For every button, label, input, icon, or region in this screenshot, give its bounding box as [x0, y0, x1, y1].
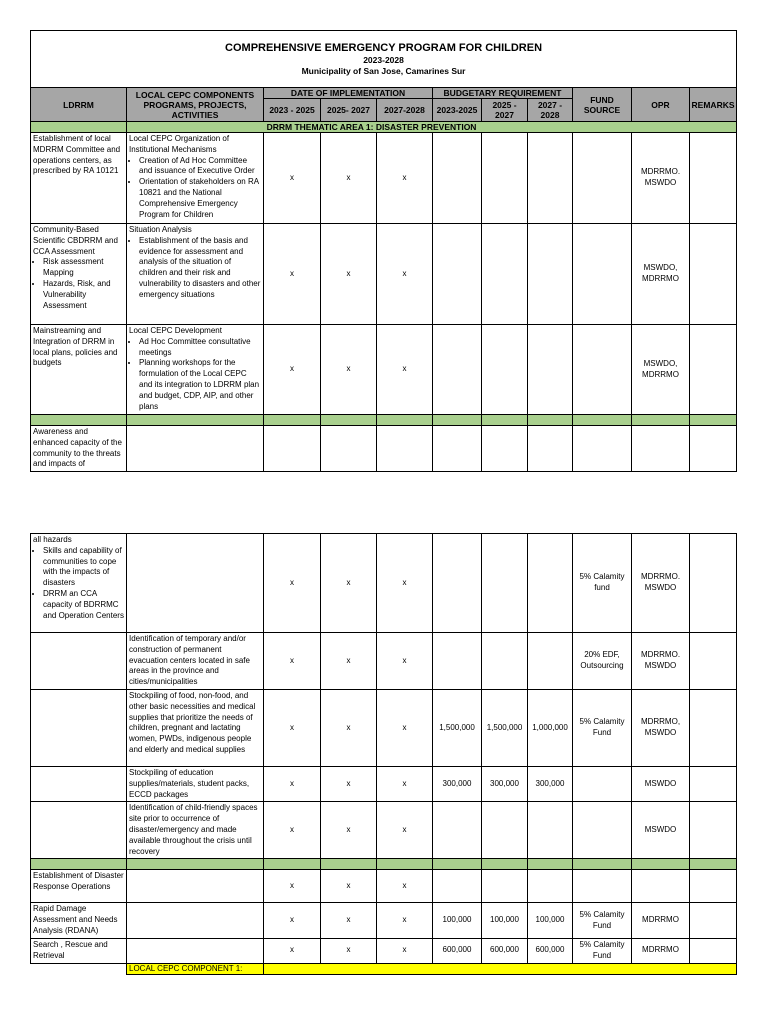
budget-cell: 1,500,000 [482, 689, 528, 766]
date-cell: x [321, 224, 377, 325]
budget-cell: 600,000 [528, 938, 573, 963]
ldrrm-cell: Establishment of Disaster Response Operations [31, 870, 127, 903]
date-cell: x [264, 903, 321, 938]
date-cell: x [264, 133, 321, 224]
header-budget-2025-2027: 2025 - 2027 [482, 99, 528, 122]
opr-cell [632, 870, 690, 903]
date-cell: x [264, 325, 321, 415]
date-cell: x [377, 766, 433, 801]
header-date-of-implementation: DATE OF IMPLEMENTATION [264, 88, 433, 99]
header-date-2027-2028: 2027-2028 [377, 99, 433, 122]
date-cell: x [377, 938, 433, 963]
date-cell: x [264, 938, 321, 963]
date-cell: x [264, 870, 321, 903]
fund-cell [573, 224, 632, 325]
budget-cell: 300,000 [482, 766, 528, 801]
budget-cell [528, 133, 573, 224]
budget-cell [433, 133, 482, 224]
opr-cell: MSWDO [632, 802, 690, 859]
fund-cell [573, 870, 632, 903]
date-cell: x [264, 224, 321, 325]
table-row [31, 325, 737, 415]
remarks-cell [690, 903, 737, 938]
component-cell: Stockpiling of food, non-food, and other basic necessities and medical supplies that prioritize the needs of children, pregnant and lactating women, PWDs, indigenous people and elderly and medical supplies [127, 689, 264, 766]
date-cell: x [264, 534, 321, 633]
budget-cell [433, 325, 482, 415]
table-row [31, 426, 737, 472]
opr-cell: MDRRMO. MSWDO [632, 534, 690, 633]
remarks-cell [690, 689, 737, 766]
ldrrm-cell [31, 534, 127, 633]
remarks-cell [690, 766, 737, 801]
date-cell: x [321, 802, 377, 859]
budget-cell [482, 633, 528, 690]
fund-cell: 20% EDF, Outsourcing [573, 633, 632, 690]
list-item: • Hazards, Risk, and Vulnerability Assessment [43, 279, 124, 311]
title-block [31, 31, 737, 88]
fund-cell [573, 766, 632, 801]
table-row [31, 534, 737, 633]
component-cell [127, 325, 264, 415]
budget-cell [482, 133, 528, 224]
list-item: • DRRM an CCA capacity of BDRRMC and Operation Centers [43, 589, 124, 621]
document-municipality: Municipality of San Jose, Camarines Sur [301, 66, 466, 76]
cepc-table-page-1 [30, 30, 737, 472]
date-cell: x [377, 325, 433, 415]
table-row [31, 903, 737, 938]
date-cell: x [377, 534, 433, 633]
table-row [31, 963, 737, 974]
component-cell [127, 133, 264, 224]
document-years: 2023-2028 [363, 55, 404, 65]
budget-cell [433, 870, 482, 903]
budget-cell: 1,000,000 [528, 689, 573, 766]
remarks-cell [690, 133, 737, 224]
budget-cell [528, 802, 573, 859]
list-item: • Orientation of stakeholders on RA 10821 and the National Comprehensive Emergency Program for Children [139, 177, 261, 220]
remarks-cell [690, 938, 737, 963]
date-cell: x [377, 903, 433, 938]
fund-cell: 5% Calamity Fund [573, 689, 632, 766]
budget-cell [528, 325, 573, 415]
ldrrm-cell [31, 224, 127, 325]
date-cell: x [321, 325, 377, 415]
list-item: • Ad Hoc Committee consultative meetings [139, 337, 261, 359]
list-item: • Establishment of the basis and evidence for assessment and analysis of the situation of children and their risk and vulnerability to disasters and other emergency situations [139, 236, 261, 301]
ldrrm-title: Community-Based Scientific CBDRRM and CCA Assessment [33, 225, 118, 256]
opr-cell: MSWDO [632, 766, 690, 801]
header-date-2023-2025: 2023 - 2025 [264, 99, 321, 122]
budget-cell [433, 633, 482, 690]
date-cell: x [377, 802, 433, 859]
opr-cell: MSWDO, MDRRMO [632, 325, 690, 415]
component-label-fill [264, 963, 737, 974]
date-cell: x [321, 766, 377, 801]
table-row [31, 633, 737, 690]
header-date-2025-2027: 2025- 2027 [321, 99, 377, 122]
header-components: LOCAL CEPC COMPONENTS PROGRAMS, PROJECTS, ACTIVITIES [127, 88, 264, 122]
table-row [31, 133, 737, 224]
component-title: Local CEPC Development [129, 326, 222, 335]
component-cell: Identification of temporary and/or construction of permanent evacuation centers located in safe areas in the province and cities/municipalities [127, 633, 264, 690]
list-item: • Planning workshops for the formulation of the Local CEPC and its integration to LDRRM plan and budget, CDP, AIP, and other plans [139, 358, 261, 412]
budget-cell [433, 224, 482, 325]
date-cell: x [264, 633, 321, 690]
component-cell: Identification of child-friendly spaces site prior to occurrence of disaster/emergency and made available throughout the crisis until recovery [127, 802, 264, 859]
budget-cell: 100,000 [433, 903, 482, 938]
date-cell: x [321, 534, 377, 633]
date-cell: x [321, 938, 377, 963]
fund-cell [573, 325, 632, 415]
component-title: Situation Analysis [129, 225, 192, 234]
remarks-cell [690, 534, 737, 633]
date-cell: x [321, 870, 377, 903]
ldrrm-cell: Rapid Damage Assessment and Needs Analysis (RDANA) [31, 903, 127, 938]
thematic-area-text: DRRM THEMATIC AREA 1: DISASTER PREVENTION [266, 122, 477, 132]
date-cell: x [264, 766, 321, 801]
list-item: • Skills and capability of communities to cope with the impacts of disasters [43, 546, 124, 589]
thematic-area-label [127, 122, 737, 133]
table-row [31, 224, 737, 325]
date-cell: x [377, 224, 433, 325]
remarks-cell [690, 325, 737, 415]
date-cell: x [264, 802, 321, 859]
list-item: • Risk assessment Mapping [43, 257, 124, 279]
component-cell: Stockpiling of education supplies/materials, student packs, ECCD packages [127, 766, 264, 801]
fund-cell: 5% Calamity Fund [573, 938, 632, 963]
component-cell [127, 534, 264, 633]
fund-cell [573, 133, 632, 224]
budget-cell: 600,000 [433, 938, 482, 963]
date-cell: x [321, 133, 377, 224]
remarks-cell [690, 802, 737, 859]
budget-cell: 300,000 [433, 766, 482, 801]
opr-cell: MSWDO, MDRRMO [632, 224, 690, 325]
ldrrm-cell: Awareness and enhanced capacity of the community to the threats and impacts of [31, 426, 127, 472]
ldrrm-cell: Establishment of local MDRRM Committee and operations centers, as prescribed by RA 10121 [31, 133, 127, 224]
header-ldrrm: LDRRM [31, 88, 127, 122]
budget-cell [482, 802, 528, 859]
list-item: • Creation of Ad Hoc Committee and issuance of Executive Order [139, 156, 261, 178]
fund-cell [573, 802, 632, 859]
budget-cell [528, 870, 573, 903]
section-separator [31, 859, 737, 870]
header-budgetary-requirement: BUDGETARY REQUIREMENT [433, 88, 573, 99]
date-cell: x [264, 689, 321, 766]
table-row [31, 938, 737, 963]
document-title: COMPREHENSIVE EMERGENCY PROGRAM FOR CHILDREN [225, 42, 543, 54]
ldrrm-cell: Mainstreaming and Integration of DRRM in local plans, policies and budgets [31, 325, 127, 415]
date-cell: x [377, 133, 433, 224]
opr-cell: MDRRMO. MSWDO [632, 133, 690, 224]
budget-cell: 100,000 [482, 903, 528, 938]
component-title: Local CEPC Organization of Institutional Mechanisms [129, 134, 230, 154]
header-remarks: REMARKS [690, 88, 737, 122]
header-opr: OPR [632, 88, 690, 122]
budget-cell: 1,500,000 [433, 689, 482, 766]
section-separator [31, 415, 737, 426]
remarks-cell [690, 870, 737, 903]
budget-cell: 300,000 [528, 766, 573, 801]
remarks-cell [690, 633, 737, 690]
budget-cell [482, 870, 528, 903]
component-label: LOCAL CEPC COMPONENT 1: [127, 963, 264, 974]
cepc-table-page-2 [30, 533, 737, 975]
fund-cell: 5% Calamity fund [573, 534, 632, 633]
date-cell: x [377, 689, 433, 766]
budget-cell [528, 633, 573, 690]
date-cell: x [377, 633, 433, 690]
date-cell: x [321, 633, 377, 690]
date-cell: x [321, 903, 377, 938]
remarks-cell [690, 224, 737, 325]
table-row [31, 766, 737, 801]
component-cell [127, 224, 264, 325]
ldrrm-cell: Search , Rescue and Retrieval [31, 938, 127, 963]
table-row [31, 689, 737, 766]
budget-cell: 100,000 [528, 903, 573, 938]
budget-cell: 600,000 [482, 938, 528, 963]
header-budget-2023-2025: 2023-2025 [433, 99, 482, 122]
date-cell: x [321, 689, 377, 766]
budget-cell [482, 325, 528, 415]
budget-cell [482, 224, 528, 325]
budget-cell [528, 224, 573, 325]
table-row [31, 802, 737, 859]
opr-cell: MDRRMO. MSWDO [632, 633, 690, 690]
table-row [31, 870, 737, 903]
ldrrm-title: all hazards [33, 535, 72, 544]
header-fund-source: FUND SOURCE [573, 88, 632, 122]
opr-cell: MDRRMO, MSWDO [632, 689, 690, 766]
fund-cell: 5% Calamity Fund [573, 903, 632, 938]
opr-cell: MDRRMO [632, 903, 690, 938]
date-cell: x [377, 870, 433, 903]
budget-cell [433, 802, 482, 859]
opr-cell: MDRRMO [632, 938, 690, 963]
header-budget-2027-2028: 2027 - 2028 [528, 99, 573, 122]
